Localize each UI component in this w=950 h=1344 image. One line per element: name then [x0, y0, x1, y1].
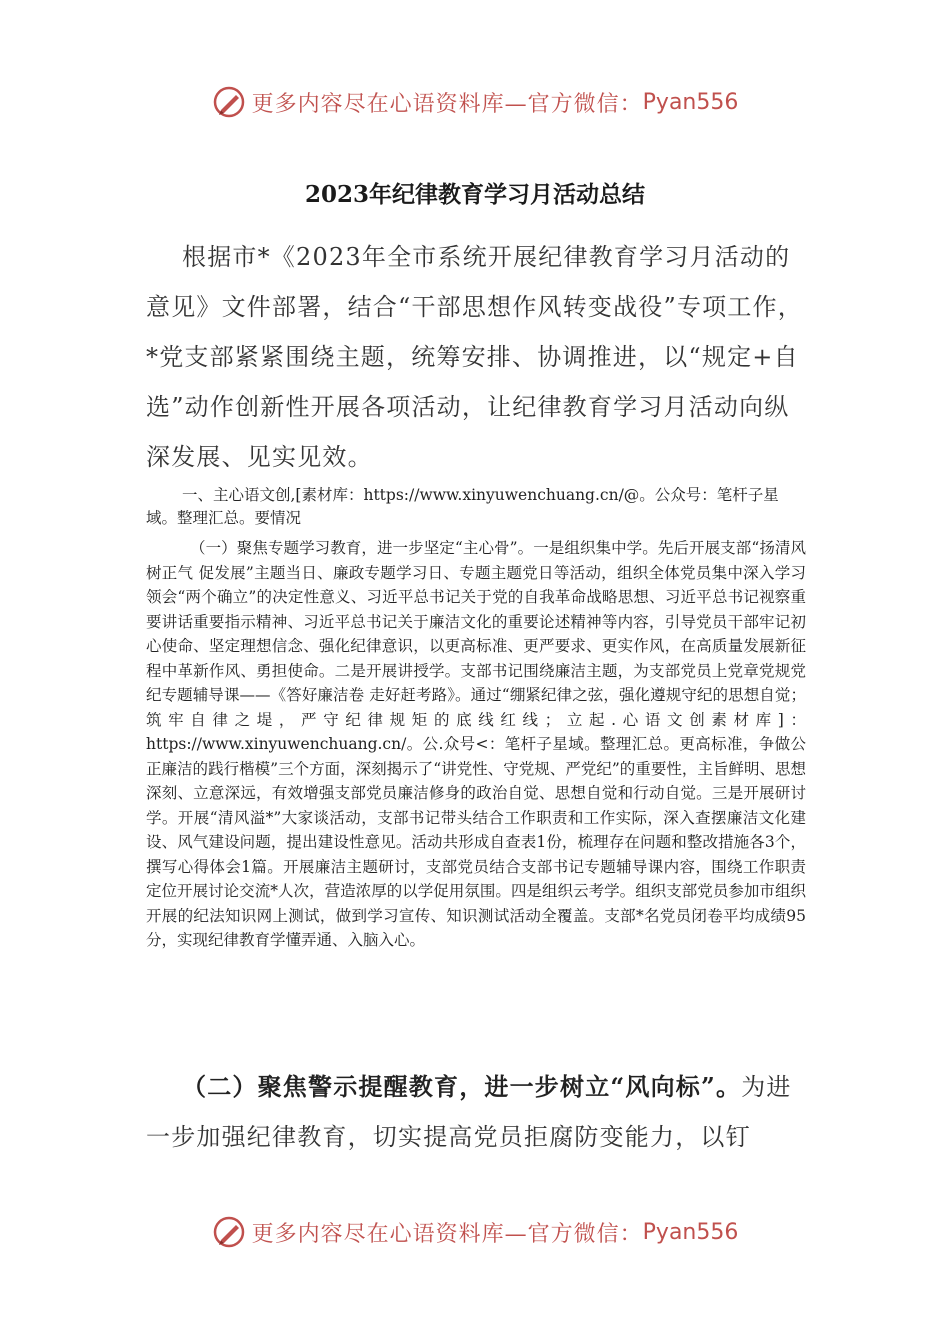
- section1-heading: 一、主心语文创,[素材库：https://www.xinyuwenchuang.cn/@。公众号：笔杆子星域。整理汇总。要情况: [146, 486, 779, 527]
- banner-wechat: Pyan556: [642, 1219, 739, 1245]
- pen-logo-icon: [212, 85, 246, 119]
- section1-body: （一）聚焦专题学习教育，进一步坚定“主心骨”。一是组织集中学。先后开展支部“扬清风 树正气 促发展”主题当日、廉政专题学习日、专题主题党日等活动，组织全体党员集中深入学习领会“两个确立”的决定性意义、习近平总书记关于党的自我革命战略思想、习近平总书记视察重要讲话重要指示精神、习近平总书记关于廉洁文化的重要论述精神等内容，引导党员干部牢记初心使命、坚定理想信念、强化纪律意识，以更高标准、更严要求、更实作风，在高质量发展新征程中革新作风、勇担使命。二是开展讲授学。支部书记围绕廉洁主题，为支部党员上党章党规党纪专题辅导课——《答好廉洁卷 走好赶考路》。通过“绷紧纪律之弦，强化遵规守纪的思想自觉；筑牢自律之堤，严守纪律规矩的底线红线；立起.心语文创素材库]：https://www.xinyuwenchuang.cn/。公.众号<：笔杆子星域。整理汇总。更高标准，争做公正廉洁的践行楷模”三个方面，深刻揭示了“讲党性、守党规、严党纪”的重要性，主旨鲜明、思想深刻、立意深远，有效增强支部党员廉洁修身的政治自觉、思想自觉和行动自觉。三是开展研讨学。开展“清风溢*”大家谈活动，支部书记带头结合工作职责和工作实际，深入查摆廉洁文化建设、风气建设问题，提出建设性意见。活动共形成自查表1份，梳理存在问题和整改措施各3个，撰写心得体会1篇。开展廉洁主题研讨，支部党员结合支部书记专题辅导课内容，围绕工作职责定位开展讨论交流*人次，营造浓厚的以学促用氛围。四是组织云考学。组织支部党员参加市组织开展的纪法知识网上测试，做到学习宣传、知识测试活动全覆盖。支部*名党员闭卷平均成绩95分，实现纪律教育学懂弄通、入脑入心。: [146, 539, 806, 949]
- header-banner: [0, 82, 950, 122]
- section2-heading: （二）聚焦警示提醒教育，进一步树立“风向标”。: [182, 1072, 742, 1101]
- document-title: 2023年纪律教育学习月活动总结: [304, 181, 645, 208]
- banner-text: 更多内容尽在心语资料库—官方微信：: [251, 91, 643, 117]
- section2-paragraph: [146, 1062, 806, 1162]
- banner-wechat: Pyan556: [642, 89, 739, 115]
- banner-text: 更多内容尽在心语资料库—官方微信：: [251, 1221, 643, 1247]
- section2-text: 为进一步加强纪律教育，切实提高党员拒腐防变能力，以钉: [146, 1073, 792, 1151]
- footer-banner: [0, 1212, 950, 1252]
- intro-paragraph: 根据市*《2023年全市系统开展纪律教育学习月活动的意见》文件部署，结合“干部思想作风转变战役”专项工作，*党支部紧紧围绕主题，统筹安排、协调推进，以“规定+自选”动作创新性开展各项活动，让纪律教育学习月活动向纵深发展、见实见效。: [146, 243, 803, 471]
- pen-logo-icon: [212, 1215, 246, 1249]
